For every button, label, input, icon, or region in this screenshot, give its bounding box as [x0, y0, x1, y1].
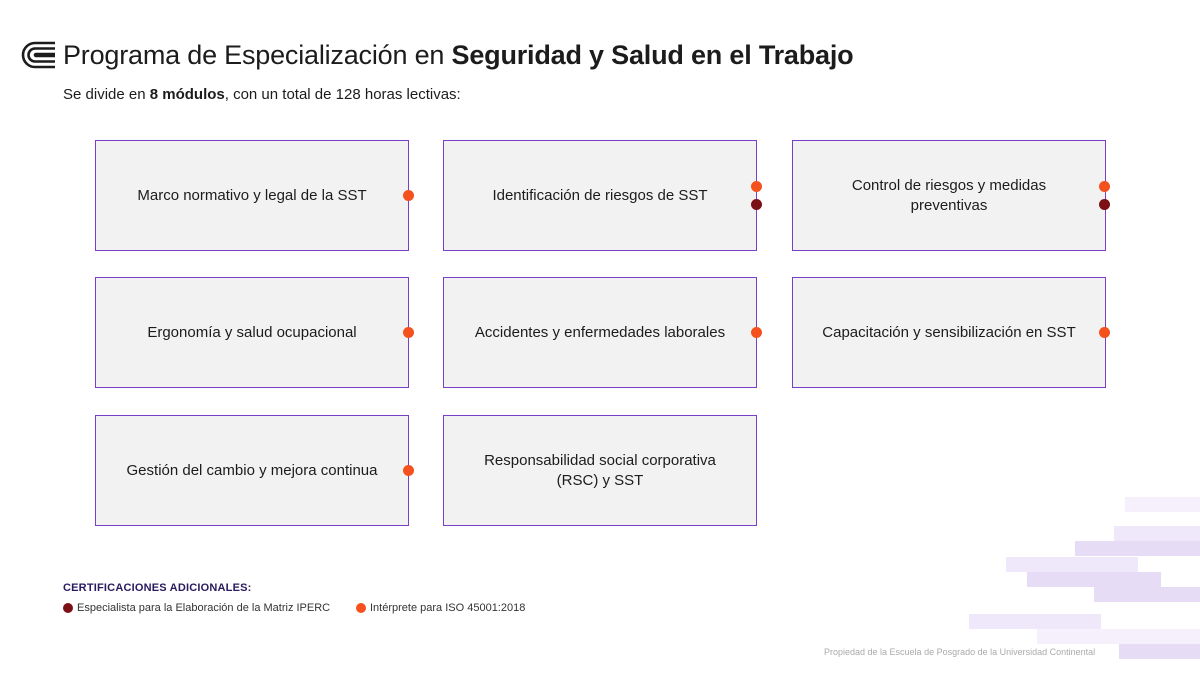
module-card — [792, 277, 1106, 388]
legend-label-iso: Intérprete para ISO 45001:2018 — [370, 602, 526, 614]
page-title-regular: Programa de Especialización en — [63, 40, 452, 70]
legend-item-iso — [356, 602, 525, 614]
module-label: Control de riesgos y medidas preventivas — [851, 176, 1047, 214]
subtitle-pre: Se divide en — [63, 86, 150, 103]
iso-certification-dot — [751, 181, 762, 192]
legend-item-iperc — [63, 602, 330, 614]
iso-legend-dot — [356, 603, 366, 613]
module-label: Capacitación y sensibilización en SST — [822, 323, 1076, 341]
iso-certification-dot — [1099, 327, 1110, 338]
footer-text: Propiedad de la Escuela de Posgrado de la Universidad Continental — [824, 647, 1096, 657]
module-card — [95, 415, 409, 526]
module-label: Gestión del cambio y mejora continua — [126, 461, 378, 479]
subtitle-bold: 8 módulos — [149, 86, 225, 103]
module-card — [95, 140, 409, 251]
module-card — [443, 140, 757, 251]
module-card — [443, 415, 757, 526]
iso-certification-dot — [403, 465, 414, 476]
module-card — [443, 277, 757, 388]
certifications-title: CERTIFICACIONES ADICIONALES: — [63, 582, 252, 594]
iso-certification-dot — [1099, 181, 1110, 192]
iperc-certification-dot — [751, 199, 762, 210]
module-label: Responsabilidad social corporativa (RSC) y SST — [484, 451, 716, 489]
module-label: Identificación de riesgos de SST — [492, 186, 708, 204]
iperc-legend-dot — [63, 603, 73, 613]
iso-certification-dot — [403, 327, 414, 338]
module-card — [95, 277, 409, 388]
page-subtitle — [63, 85, 461, 105]
subtitle-post: , con un total de 128 horas lectivas: — [224, 86, 461, 103]
module-label: Ergonomía y salud ocupacional — [147, 323, 357, 341]
iso-certification-dot — [751, 327, 762, 338]
module-label: Marco normativo y legal de la SST — [137, 186, 367, 204]
module-card — [792, 140, 1106, 251]
iso-certification-dot — [403, 190, 414, 201]
iperc-certification-dot — [1099, 199, 1110, 210]
page-title-bold: Seguridad y Salud en el Trabajo — [451, 40, 854, 70]
legend-label-iperc: Especialista para la Elaboración de la Matriz IPERC — [77, 602, 331, 614]
continental-logo-icon — [21, 41, 57, 69]
module-label: Accidentes y enfermedades laborales — [474, 323, 726, 341]
page-title — [63, 38, 853, 72]
